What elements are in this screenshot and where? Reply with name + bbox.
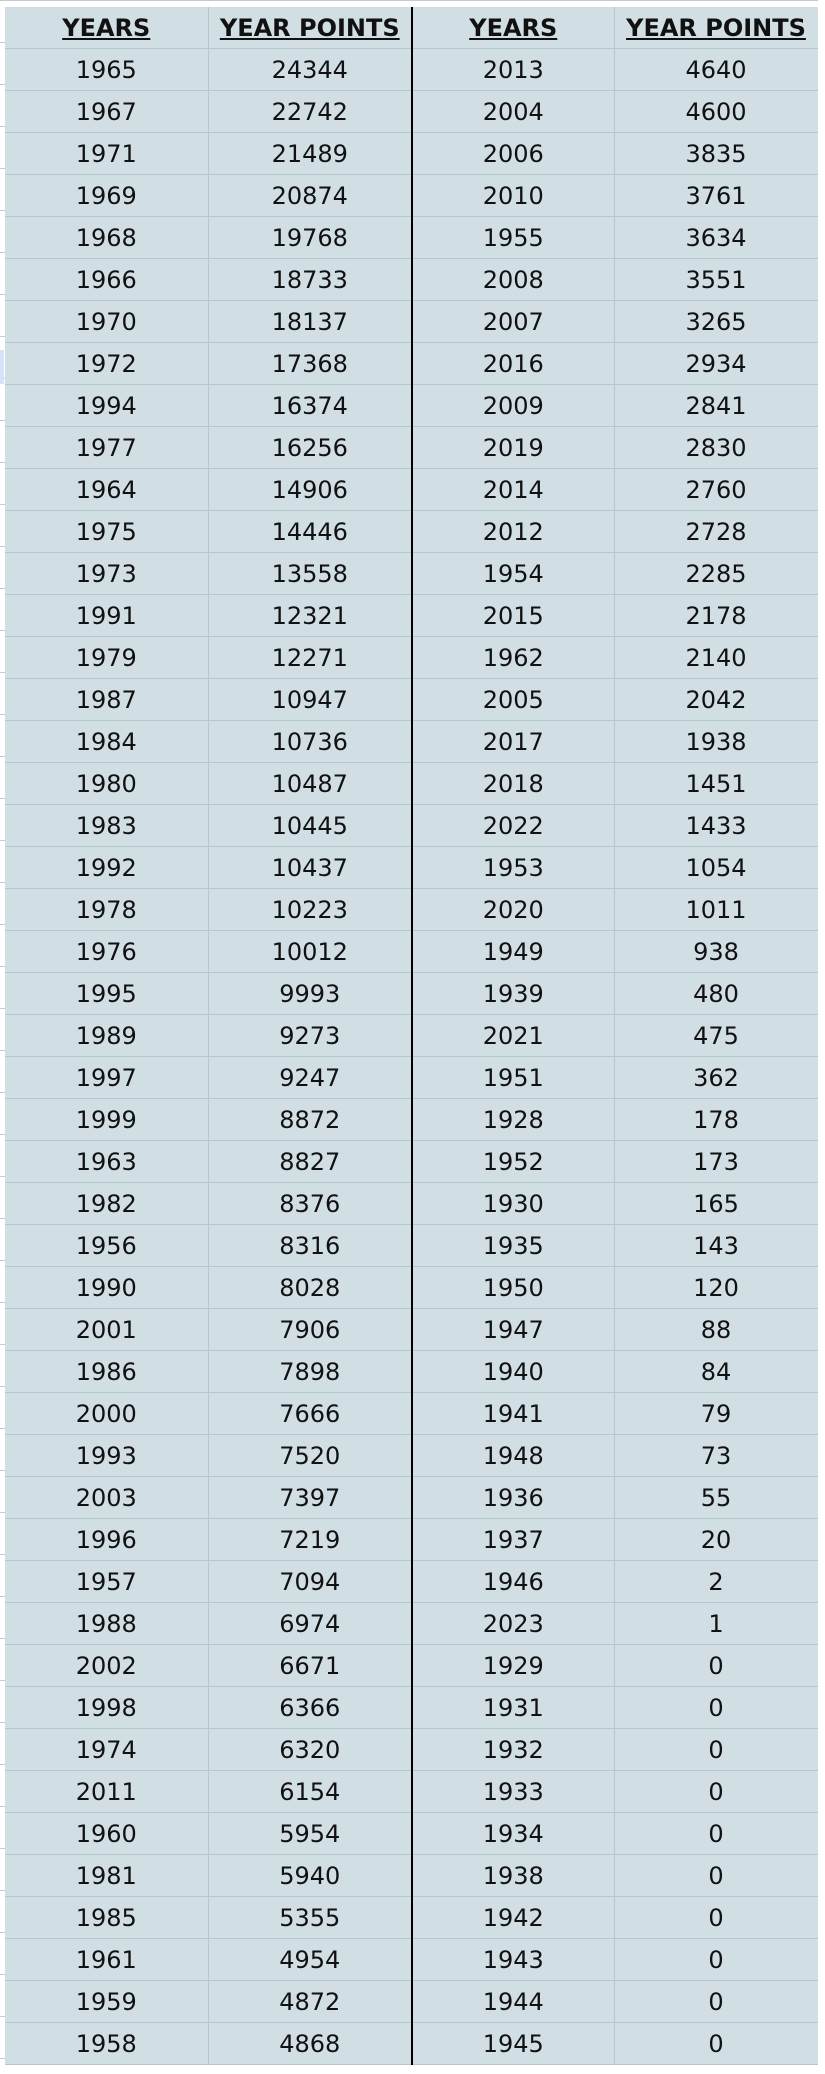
years-cell[interactable]: 1932: [412, 1729, 614, 1771]
year-points-cell[interactable]: 7094: [208, 1561, 412, 1603]
year-points-cell[interactable]: 1011: [614, 889, 818, 931]
years-cell[interactable]: 1971: [5, 133, 208, 175]
year-points-cell[interactable]: 2830: [614, 427, 818, 469]
years-cell[interactable]: 1984: [5, 721, 208, 763]
years-cell[interactable]: 2010: [412, 175, 614, 217]
table-row: [5, 91, 818, 133]
year-points-cell[interactable]: 362: [614, 1057, 818, 1099]
year-points-cell[interactable]: 88: [614, 1309, 818, 1351]
year-points-cell[interactable]: 14446: [208, 511, 412, 553]
years-cell[interactable]: 1995: [5, 973, 208, 1015]
years-cell[interactable]: 1982: [5, 1183, 208, 1225]
table-row: [5, 1393, 818, 1435]
years-cell[interactable]: 2011: [5, 1771, 208, 1813]
year-points-cell[interactable]: 938: [614, 931, 818, 973]
years-cell[interactable]: 2020: [412, 889, 614, 931]
year-points-cell[interactable]: 79: [614, 1393, 818, 1435]
years-cell[interactable]: 2012: [412, 511, 614, 553]
table-row: [5, 385, 818, 427]
year-points-cell[interactable]: 6671: [208, 1645, 412, 1687]
table-row: [5, 133, 818, 175]
year-points-cell[interactable]: 0: [614, 1939, 818, 1981]
year-points-cell[interactable]: 178: [614, 1099, 818, 1141]
years-cell[interactable]: 2004: [412, 91, 614, 133]
years-cell[interactable]: 2023: [412, 1603, 614, 1645]
year-points-cell[interactable]: 73: [614, 1435, 818, 1477]
year-points-cell[interactable]: 8872: [208, 1099, 412, 1141]
years-cell[interactable]: 1945: [412, 2023, 614, 2065]
year-points-cell[interactable]: 1938: [614, 721, 818, 763]
year-points-cell[interactable]: 12271: [208, 637, 412, 679]
year-points-cell[interactable]: 0: [614, 1981, 818, 2023]
table-row: [5, 1729, 818, 1771]
header-year-points-2[interactable]: YEAR POINTS: [614, 7, 818, 49]
year-points-cell[interactable]: 7906: [208, 1309, 412, 1351]
year-points-cell[interactable]: 2042: [614, 679, 818, 721]
table-body: [5, 49, 818, 2065]
years-cell[interactable]: 1979: [5, 637, 208, 679]
years-cell[interactable]: 1957: [5, 1561, 208, 1603]
table-row: [5, 721, 818, 763]
table-row: [5, 553, 818, 595]
years-cell[interactable]: 1954: [412, 553, 614, 595]
table-row: [5, 1939, 818, 1981]
year-points-cell[interactable]: 120: [614, 1267, 818, 1309]
year-points-cell[interactable]: 2: [614, 1561, 818, 1603]
year-points-cell[interactable]: 4868: [208, 2023, 412, 2065]
years-cell[interactable]: 1968: [5, 217, 208, 259]
year-points-cell[interactable]: 10487: [208, 763, 412, 805]
years-cell[interactable]: 1931: [412, 1687, 614, 1729]
table-row: [5, 889, 818, 931]
table-row: [5, 1771, 818, 1813]
table-row: [5, 2023, 818, 2065]
year-points-cell[interactable]: 7666: [208, 1393, 412, 1435]
year-points-cell[interactable]: 6974: [208, 1603, 412, 1645]
year-points-cell[interactable]: 14906: [208, 469, 412, 511]
table-row: [5, 1603, 818, 1645]
years-cell[interactable]: 1970: [5, 301, 208, 343]
year-points-cell[interactable]: 1433: [614, 805, 818, 847]
year-points-cell[interactable]: 22742: [208, 91, 412, 133]
years-cell[interactable]: 1941: [412, 1393, 614, 1435]
year-points-cell[interactable]: 7520: [208, 1435, 412, 1477]
years-cell[interactable]: 1994: [5, 385, 208, 427]
year-points-cell[interactable]: 12321: [208, 595, 412, 637]
years-cell[interactable]: 1991: [5, 595, 208, 637]
years-cell[interactable]: 1936: [412, 1477, 614, 1519]
years-cell[interactable]: 1981: [5, 1855, 208, 1897]
year-points-cell[interactable]: 4872: [208, 1981, 412, 2023]
years-cell[interactable]: 1928: [412, 1099, 614, 1141]
table-row: [5, 847, 818, 889]
years-cell[interactable]: 1974: [5, 1729, 208, 1771]
sheet-right-edge: [818, 0, 825, 2074]
year-points-cell[interactable]: 8028: [208, 1267, 412, 1309]
year-points-cell[interactable]: 4600: [614, 91, 818, 133]
year-points-cell[interactable]: 8827: [208, 1141, 412, 1183]
year-points-cell[interactable]: 9273: [208, 1015, 412, 1057]
years-cell[interactable]: 1980: [5, 763, 208, 805]
years-cell[interactable]: 1935: [412, 1225, 614, 1267]
year-points-cell[interactable]: 21489: [208, 133, 412, 175]
year-points-cell[interactable]: 3634: [614, 217, 818, 259]
years-cell[interactable]: 1988: [5, 1603, 208, 1645]
row-selection-marker: [0, 350, 4, 384]
table-row: [5, 217, 818, 259]
year-points-cell[interactable]: 3265: [614, 301, 818, 343]
year-points-cell[interactable]: 16256: [208, 427, 412, 469]
year-points-cell[interactable]: 0: [614, 1771, 818, 1813]
years-cell[interactable]: 1955: [412, 217, 614, 259]
year-points-cell[interactable]: 10947: [208, 679, 412, 721]
years-cell[interactable]: 1964: [5, 469, 208, 511]
table-row: [5, 259, 818, 301]
years-cell[interactable]: 1943: [412, 1939, 614, 1981]
years-cell[interactable]: 1977: [5, 427, 208, 469]
year-points-cell[interactable]: 10012: [208, 931, 412, 973]
table-row: [5, 1183, 818, 1225]
year-points-cell[interactable]: 1: [614, 1603, 818, 1645]
years-cell[interactable]: 1987: [5, 679, 208, 721]
years-cell[interactable]: 1952: [412, 1141, 614, 1183]
table-row: [5, 49, 818, 91]
years-cell[interactable]: 1958: [5, 2023, 208, 2065]
header-year-points-1[interactable]: YEAR POINTS: [208, 7, 412, 49]
year-points-cell[interactable]: 20874: [208, 175, 412, 217]
years-cell[interactable]: 2021: [412, 1015, 614, 1057]
years-cell[interactable]: 1960: [5, 1813, 208, 1855]
years-cell[interactable]: 2001: [5, 1309, 208, 1351]
year-points-cell[interactable]: 17368: [208, 343, 412, 385]
years-cell[interactable]: 1972: [5, 343, 208, 385]
table-row: [5, 511, 818, 553]
years-cell[interactable]: 1967: [5, 91, 208, 133]
year-points-cell[interactable]: 5355: [208, 1897, 412, 1939]
years-cell[interactable]: 1933: [412, 1771, 614, 1813]
years-cell[interactable]: 1929: [412, 1645, 614, 1687]
year-points-cell[interactable]: 6366: [208, 1687, 412, 1729]
year-points-cell[interactable]: 10437: [208, 847, 412, 889]
years-cell[interactable]: 1948: [412, 1435, 614, 1477]
years-cell[interactable]: 2018: [412, 763, 614, 805]
year-points-cell[interactable]: 24344: [208, 49, 412, 91]
year-points-cell[interactable]: 2728: [614, 511, 818, 553]
year-points-cell[interactable]: 2140: [614, 637, 818, 679]
table-row: [5, 301, 818, 343]
year-points-cell[interactable]: 7898: [208, 1351, 412, 1393]
years-cell[interactable]: 1937: [412, 1519, 614, 1561]
years-cell[interactable]: 1939: [412, 973, 614, 1015]
table-row: [5, 1687, 818, 1729]
year-points-cell[interactable]: 18137: [208, 301, 412, 343]
year-points-cell[interactable]: 2841: [614, 385, 818, 427]
year-points-cell[interactable]: 16374: [208, 385, 412, 427]
years-cell[interactable]: 1942: [412, 1897, 614, 1939]
years-cell[interactable]: 1959: [5, 1981, 208, 2023]
table-row: [5, 1519, 818, 1561]
years-cell[interactable]: 1956: [5, 1225, 208, 1267]
years-cell[interactable]: 1996: [5, 1519, 208, 1561]
years-cell[interactable]: 1999: [5, 1099, 208, 1141]
years-cell[interactable]: 2022: [412, 805, 614, 847]
years-cell[interactable]: 1951: [412, 1057, 614, 1099]
year-points-cell[interactable]: 2178: [614, 595, 818, 637]
years-cell[interactable]: 2009: [412, 385, 614, 427]
year-points-cell[interactable]: 1054: [614, 847, 818, 889]
year-points-cell[interactable]: 0: [614, 2023, 818, 2065]
years-cell[interactable]: 1950: [412, 1267, 614, 1309]
years-cell[interactable]: 1976: [5, 931, 208, 973]
header-years-1[interactable]: YEARS: [5, 7, 208, 49]
year-points-table: [5, 7, 819, 2065]
table-row: [5, 1645, 818, 1687]
years-cell[interactable]: 1975: [5, 511, 208, 553]
table-row: [5, 1561, 818, 1603]
years-cell[interactable]: 2017: [412, 721, 614, 763]
year-points-cell[interactable]: 480: [614, 973, 818, 1015]
years-cell[interactable]: 1969: [5, 175, 208, 217]
table-row: [5, 763, 818, 805]
years-cell[interactable]: 1949: [412, 931, 614, 973]
table-row: [5, 1099, 818, 1141]
years-cell[interactable]: 1938: [412, 1855, 614, 1897]
table-row: [5, 1981, 818, 2023]
year-points-cell[interactable]: 10223: [208, 889, 412, 931]
years-cell[interactable]: 2014: [412, 469, 614, 511]
table-row: [5, 973, 818, 1015]
years-cell[interactable]: 1998: [5, 1687, 208, 1729]
table-row: [5, 805, 818, 847]
year-points-cell[interactable]: 8316: [208, 1225, 412, 1267]
year-points-cell[interactable]: 2285: [614, 553, 818, 595]
year-points-cell[interactable]: 9247: [208, 1057, 412, 1099]
years-cell[interactable]: 1966: [5, 259, 208, 301]
table-row: [5, 469, 818, 511]
header-years-2[interactable]: YEARS: [412, 7, 614, 49]
table-row: [5, 679, 818, 721]
years-cell[interactable]: 2005: [412, 679, 614, 721]
years-cell[interactable]: 1965: [5, 49, 208, 91]
years-cell[interactable]: 1990: [5, 1267, 208, 1309]
years-cell[interactable]: 2019: [412, 427, 614, 469]
years-cell[interactable]: 2008: [412, 259, 614, 301]
year-points-cell[interactable]: 0: [614, 1687, 818, 1729]
years-cell[interactable]: 1934: [412, 1813, 614, 1855]
year-points-cell[interactable]: 2934: [614, 343, 818, 385]
year-points-cell[interactable]: 475: [614, 1015, 818, 1057]
years-cell[interactable]: 2015: [412, 595, 614, 637]
years-cell[interactable]: 1946: [412, 1561, 614, 1603]
years-cell[interactable]: 1944: [412, 1981, 614, 2023]
table-row: [5, 1477, 818, 1519]
year-points-cell[interactable]: 6154: [208, 1771, 412, 1813]
years-cell[interactable]: 1985: [5, 1897, 208, 1939]
years-cell[interactable]: 1993: [5, 1435, 208, 1477]
year-points-cell[interactable]: 9993: [208, 973, 412, 1015]
table-row: [5, 931, 818, 973]
years-cell[interactable]: 2002: [5, 1645, 208, 1687]
table-row: [5, 595, 818, 637]
years-cell[interactable]: 1973: [5, 553, 208, 595]
year-points-cell[interactable]: 20: [614, 1519, 818, 1561]
years-cell[interactable]: 1978: [5, 889, 208, 931]
table-row: [5, 427, 818, 469]
year-points-cell[interactable]: 0: [614, 1855, 818, 1897]
table-row: [5, 1855, 818, 1897]
year-points-cell[interactable]: 19768: [208, 217, 412, 259]
years-cell[interactable]: 1940: [412, 1351, 614, 1393]
table-row: [5, 1813, 818, 1855]
year-points-cell[interactable]: 3835: [614, 133, 818, 175]
table-row: [5, 1309, 818, 1351]
table-row: [5, 637, 818, 679]
table-row: [5, 343, 818, 385]
years-cell[interactable]: 2016: [412, 343, 614, 385]
year-points-cell[interactable]: 55: [614, 1477, 818, 1519]
year-points-cell[interactable]: 3761: [614, 175, 818, 217]
year-points-cell[interactable]: 0: [614, 1729, 818, 1771]
year-points-cell[interactable]: 4640: [614, 49, 818, 91]
table-row: [5, 1897, 818, 1939]
table-row: [5, 1015, 818, 1057]
year-points-cell[interactable]: 10445: [208, 805, 412, 847]
year-points-cell[interactable]: 0: [614, 1897, 818, 1939]
year-points-cell[interactable]: 6320: [208, 1729, 412, 1771]
years-cell[interactable]: 1989: [5, 1015, 208, 1057]
years-cell[interactable]: 1983: [5, 805, 208, 847]
table-row: [5, 1351, 818, 1393]
year-points-cell[interactable]: 84: [614, 1351, 818, 1393]
year-points-cell[interactable]: 1451: [614, 763, 818, 805]
year-points-cell[interactable]: 10736: [208, 721, 412, 763]
years-cell[interactable]: 2006: [412, 133, 614, 175]
years-cell[interactable]: 1953: [412, 847, 614, 889]
year-points-cell[interactable]: 3551: [614, 259, 818, 301]
year-points-cell[interactable]: 143: [614, 1225, 818, 1267]
year-points-cell[interactable]: 7397: [208, 1477, 412, 1519]
table-row: [5, 1057, 818, 1099]
years-cell[interactable]: 1986: [5, 1351, 208, 1393]
table-row: [5, 1435, 818, 1477]
year-points-cell[interactable]: 0: [614, 1813, 818, 1855]
years-cell[interactable]: 2007: [412, 301, 614, 343]
table-row: [5, 1141, 818, 1183]
years-cell[interactable]: 2000: [5, 1393, 208, 1435]
year-points-cell[interactable]: 2760: [614, 469, 818, 511]
year-points-cell[interactable]: 5940: [208, 1855, 412, 1897]
years-cell[interactable]: 1992: [5, 847, 208, 889]
years-cell[interactable]: 1947: [412, 1309, 614, 1351]
years-cell[interactable]: 1997: [5, 1057, 208, 1099]
year-points-cell[interactable]: 13558: [208, 553, 412, 595]
years-cell[interactable]: 1961: [5, 1939, 208, 1981]
years-cell[interactable]: 1930: [412, 1183, 614, 1225]
table-row: [5, 1225, 818, 1267]
year-points-cell[interactable]: 173: [614, 1141, 818, 1183]
years-cell[interactable]: 1962: [412, 637, 614, 679]
years-cell[interactable]: 1963: [5, 1141, 208, 1183]
year-points-cell[interactable]: 4954: [208, 1939, 412, 1981]
header-row: [5, 7, 818, 49]
year-points-cell[interactable]: 7219: [208, 1519, 412, 1561]
year-points-cell[interactable]: 8376: [208, 1183, 412, 1225]
years-cell[interactable]: 2003: [5, 1477, 208, 1519]
table-row: [5, 175, 818, 217]
year-points-cell[interactable]: 5954: [208, 1813, 412, 1855]
year-points-cell[interactable]: 0: [614, 1645, 818, 1687]
year-points-cell[interactable]: 165: [614, 1183, 818, 1225]
table-row: [5, 1267, 818, 1309]
years-cell[interactable]: 2013: [412, 49, 614, 91]
year-points-cell[interactable]: 18733: [208, 259, 412, 301]
